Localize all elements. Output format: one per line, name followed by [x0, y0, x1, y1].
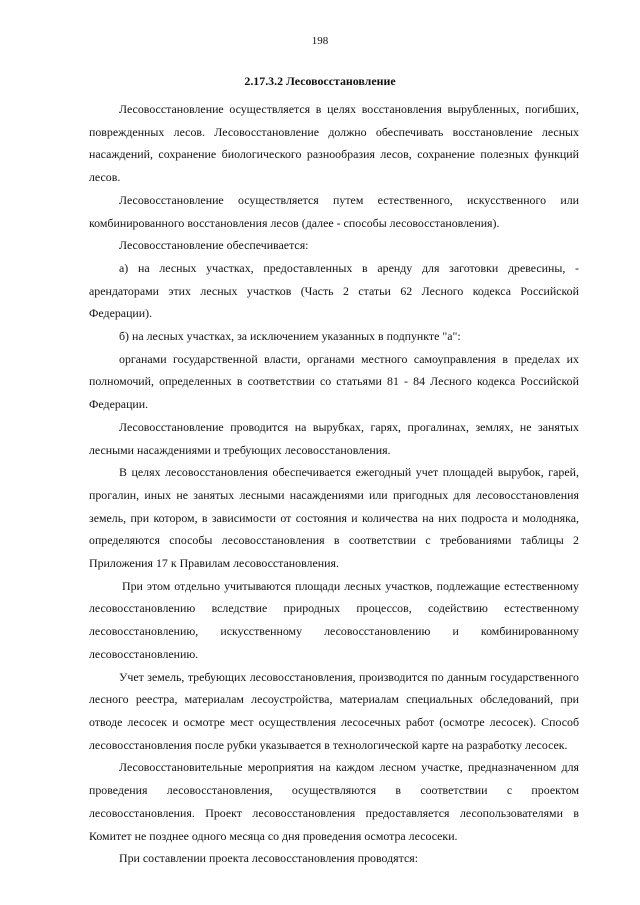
page-number: 198	[311, 35, 329, 47]
paragraph: При составлении проекта лесовосстановления проводятся:	[119, 851, 419, 866]
paragraph: Лесовосстановление обеспечивается:	[119, 238, 309, 253]
paragraph: Лесовосстановительные мероприятия на каждом лесном участке, предназначенном для проведения лесовосстановления, осуществляются в соответствии с проектом лесовосстановления. Проект лесовосстановления предоставляется лесопользователями в Комитет не позднее одного месяца со дня проведения осмотра лесосеки.	[89, 760, 579, 843]
section-heading: 2.17.3.2 Лесовосстановление	[244, 74, 396, 88]
paragraph: Лесовосстановление осуществляется путем естественного, искусственного или комбинированного восстановления лесов (далее - способы лесовосстановления).	[89, 192, 579, 230]
paragraph: б) на лесных участках, за исключением указанных в подпункте "а":	[119, 329, 461, 344]
paragraph: Учет земель, требующих лесовосстановления, производится по данным государственного лесного реестра, материалам лесоустройства, материалам специальных обследований, при отводе лесосек и осмотре мест осуществления лесосечных работ (осмотре лесосек). Способ лесовосстановления после рубки указывается в технологической карте на разработку лесосек.	[89, 669, 579, 752]
paragraph: органами государственной власти, органами местного самоуправления в пределах их полномочий, определенных в соответствии со статьями 81 - 84 Лесного кодекса Российской Федерации.	[89, 351, 579, 412]
paragraph: В целях лесовосстановления обеспечивается ежегодный учет площадей вырубок, гарей, прогалин, иных не занятых лесными насаждениями или пригодных для лесовосстановления земель, при котором, в зависимости от состояния и количества на них подроста и молодняка, определяются способы лесовосстановления в соответствии с требованиями таблицы 2 Приложения 17 к Правилам лесовосстановления.	[89, 465, 579, 571]
paragraph: Лесовосстановление осуществляется в целях восстановления вырубленных, погибших, поврежденных лесов. Лесовосстановление должно обеспечивать восстановление лесных насаждений, сохранение биологического разнообразия лесов, сохранение полезных функций лесов.	[89, 102, 579, 185]
paragraph: Лесовосстановление проводится на вырубках, гарях, прогалинах, землях, не занятых лесными насаждениями и требующих лесовосстановления.	[89, 419, 579, 457]
paragraph: а) на лесных участках, предоставленных в аренду для заготовки древесины, - арендаторами этих лесных участков (Часть 2 статьи 62 Лесного кодекса Российской Федерации).	[89, 260, 579, 321]
paragraph: При этом отдельно учитываются площади лесных участков, подлежащие естественному лесовосстановлению вследствие природных процессов, содействию естественному лесовосстановлению, искусственному лесовосстановлению и комбинированному лесовосстановлению.	[89, 578, 579, 661]
document-body	[89, 98, 579, 870]
